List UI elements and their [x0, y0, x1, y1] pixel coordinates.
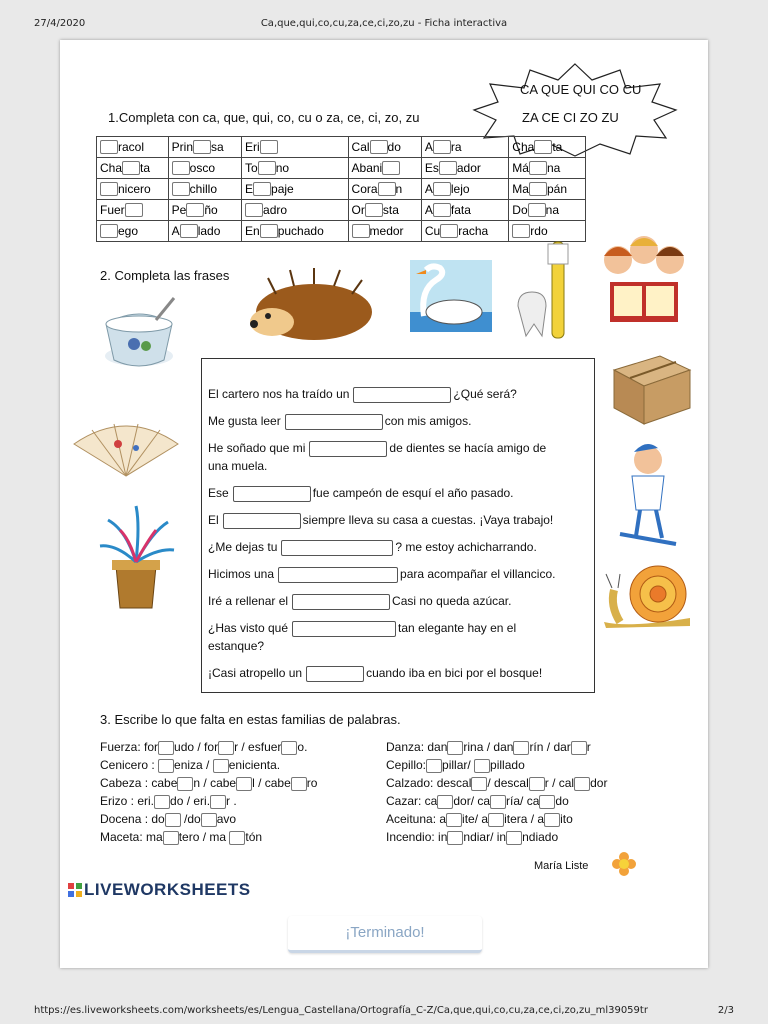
- fan-image: [70, 422, 182, 478]
- word-prefix: Cora: [351, 181, 378, 196]
- word-suffix: na: [545, 202, 559, 217]
- table-cell: [509, 200, 586, 221]
- sentence: [208, 414, 471, 430]
- word-part: ndiar/ in: [463, 830, 507, 844]
- flower-icon: [612, 852, 636, 876]
- table-row: [97, 179, 586, 200]
- table-cell: [509, 158, 586, 179]
- word-part: enicienta.: [228, 758, 281, 772]
- blank-input[interactable]: [474, 759, 490, 773]
- sentence-end: de dientes se hacía amigo de: [389, 441, 547, 456]
- blank-input[interactable]: [440, 224, 458, 238]
- table-cell: [509, 221, 586, 242]
- blank-input[interactable]: [370, 140, 388, 154]
- word-prefix: Abani: [351, 160, 383, 175]
- worksheet-page: [60, 40, 708, 968]
- blank-input[interactable]: [100, 182, 118, 196]
- word-part: itera / a: [504, 812, 545, 826]
- table-cell: [242, 158, 349, 179]
- word-part: dor/ ca: [453, 794, 491, 808]
- sentence: [208, 567, 555, 583]
- word-part: l / cabe: [252, 776, 291, 790]
- brand-logo: [68, 880, 251, 900]
- brand-logo-icon: [68, 883, 82, 897]
- word-family-line: [100, 758, 280, 773]
- word-part: Erizo : eri.: [100, 794, 155, 808]
- sentence-end: ? me estoy achicharrando.: [395, 540, 537, 555]
- blank-input[interactable]: [165, 813, 181, 827]
- blank-input[interactable]: [447, 741, 463, 755]
- package-image: [606, 348, 694, 428]
- word-prefix: A: [171, 223, 180, 238]
- table-cell: [168, 221, 241, 242]
- blank-input[interactable]: [172, 182, 190, 196]
- blank-input[interactable]: [100, 140, 118, 154]
- blank-input[interactable]: [122, 161, 140, 175]
- word-prefix: Ma: [512, 181, 529, 196]
- word-suffix: medor: [369, 223, 404, 238]
- blank-input[interactable]: [544, 813, 560, 827]
- word-prefix: En: [245, 223, 260, 238]
- word-part: n / cabe: [193, 776, 237, 790]
- word-prefix: Es: [424, 160, 439, 175]
- blank-input[interactable]: [260, 224, 278, 238]
- word-suffix: ta: [140, 160, 151, 175]
- blank-input[interactable]: [571, 741, 587, 755]
- sentence: [208, 666, 542, 682]
- sentence-start: ¿Has visto qué: [208, 621, 289, 636]
- word-part: ro: [306, 776, 318, 790]
- blank-input[interactable]: [253, 182, 271, 196]
- word-suffix: ego: [118, 223, 139, 238]
- sentence-end: tan elegante hay en el: [398, 621, 517, 636]
- sentence-start: Hicimos una: [208, 567, 275, 582]
- blank-input[interactable]: [490, 795, 506, 809]
- blank-input[interactable]: [488, 813, 504, 827]
- sentence-start: Iré a rellenar el: [208, 594, 289, 609]
- word-suffix: lejo: [450, 181, 470, 196]
- blank-input[interactable]: [236, 777, 252, 791]
- hedgehog-image: [246, 268, 376, 344]
- blank-input[interactable]: [180, 224, 198, 238]
- blank-input[interactable]: [446, 813, 462, 827]
- word-part: tero / ma: [178, 830, 230, 844]
- word-part: Aceituna: a: [386, 812, 447, 826]
- word-suffix: fata: [450, 202, 471, 217]
- word-suffix: ta: [552, 139, 563, 154]
- children-reading-image: [596, 226, 692, 336]
- blank-input[interactable]: [210, 795, 226, 809]
- section3-title: 3. Escribe lo que falta en estas familias de palabras.: [100, 712, 401, 727]
- star-text-2: ZA CE CI ZO ZU: [522, 110, 619, 125]
- table-cell: [168, 137, 241, 158]
- blank-input[interactable]: [163, 831, 179, 845]
- word-part: Danza: dan: [386, 740, 448, 754]
- sentence-end: Casi no queda azúcar.: [392, 594, 512, 609]
- word-part: r .: [226, 794, 237, 808]
- word-suffix: do: [387, 139, 401, 154]
- word-suffix: rdo: [530, 223, 548, 238]
- blank-input[interactable]: [529, 161, 547, 175]
- word-part: rina / dan: [463, 740, 514, 754]
- blank-input[interactable]: [574, 777, 590, 791]
- finish-button[interactable]: ¡Terminado!: [288, 916, 482, 953]
- word-prefix: A: [424, 202, 433, 217]
- blank-input[interactable]: [125, 203, 143, 217]
- blank-input[interactable]: [186, 203, 204, 217]
- sentence: [208, 621, 516, 653]
- answer-input[interactable]: [281, 540, 393, 556]
- word-suffix: nicero: [118, 181, 151, 196]
- table-cell: [242, 200, 349, 221]
- sentence-end: ¿Qué será?: [453, 387, 517, 402]
- word-part: Cepillo:: [386, 758, 427, 772]
- sentence-end: con mis amigos.: [384, 414, 472, 429]
- word-family-line: [100, 794, 237, 809]
- word-part: Cazar: ca: [386, 794, 438, 808]
- word-part: r / cal: [544, 776, 575, 790]
- print-title: Ca,que,qui,co,cu,za,ce,ci,zo,zu - Ficha interactiva: [260, 18, 508, 29]
- word-suffix: n: [395, 181, 403, 196]
- blank-input[interactable]: [158, 759, 174, 773]
- blank-input[interactable]: [172, 161, 190, 175]
- blank-input[interactable]: [512, 224, 530, 238]
- blank-input[interactable]: [158, 741, 174, 755]
- word-suffix: no: [275, 160, 290, 175]
- table-row: [97, 137, 586, 158]
- word-prefix: A: [424, 139, 433, 154]
- answer-input[interactable]: [223, 513, 301, 529]
- blank-input[interactable]: [433, 182, 451, 196]
- word-part: do / eri.: [170, 794, 211, 808]
- table-cell: [348, 200, 421, 221]
- answer-input[interactable]: [353, 387, 451, 403]
- word-part: / descal: [487, 776, 529, 790]
- table-cell: [348, 221, 421, 242]
- sentence: [208, 594, 511, 610]
- word-suffix: pán: [546, 181, 567, 196]
- table-cell: [97, 158, 169, 179]
- table-cell: [348, 158, 421, 179]
- word-suffix: chillo: [189, 181, 218, 196]
- sentence-start: El: [208, 513, 219, 528]
- word-family-line: [100, 740, 307, 755]
- sentence-start: El cartero nos ha traído un: [208, 387, 350, 402]
- answer-input[interactable]: [285, 414, 383, 430]
- table-row: [97, 221, 586, 242]
- word-part: Incendio: in: [386, 830, 448, 844]
- table-cell: [242, 221, 349, 242]
- swan-image: [410, 260, 492, 332]
- sentence-end: siempre lleva su casa a cuestas. ¡Vaya trabajo!: [302, 513, 554, 528]
- word-family-line: [100, 812, 236, 827]
- sentence-end: cuando iba en bici por el bosque!: [366, 666, 543, 681]
- word-prefix: E: [245, 181, 254, 196]
- table-cell: [168, 158, 241, 179]
- table-cell: [509, 137, 586, 158]
- word-prefix: Do: [512, 202, 528, 217]
- blank-input[interactable]: [229, 831, 245, 845]
- blank-input[interactable]: [534, 140, 552, 154]
- blank-input[interactable]: [529, 182, 547, 196]
- blank-input[interactable]: [513, 741, 529, 755]
- word-suffix: ra: [450, 139, 462, 154]
- blank-input[interactable]: [447, 831, 463, 845]
- word-part: ite/ a: [462, 812, 489, 826]
- word-prefix: Cha: [100, 160, 123, 175]
- blank-input[interactable]: [529, 777, 545, 791]
- word-part: r: [586, 740, 591, 754]
- word-family-line: [100, 776, 317, 791]
- sentence-end: fue campeón de esquí el año pasado.: [312, 486, 514, 501]
- word-part: Fuerza: for: [100, 740, 159, 754]
- word-suffix: sta: [382, 202, 399, 217]
- tooth-toothbrush-image: [512, 240, 582, 344]
- table-cell: [97, 137, 169, 158]
- table-cell: [421, 137, 508, 158]
- table-cell: [421, 221, 508, 242]
- word-prefix: Cu: [424, 223, 441, 238]
- word-prefix: Cal: [351, 139, 370, 154]
- word-prefix: Eri: [245, 139, 260, 154]
- answer-input[interactable]: [309, 441, 387, 457]
- table-cell: [97, 179, 169, 200]
- word-suffix: ador: [456, 160, 481, 175]
- sentences-frame: [201, 358, 595, 693]
- word-prefix: Fuer: [100, 202, 125, 217]
- blank-input[interactable]: [154, 795, 170, 809]
- word-part: pillado: [490, 758, 525, 772]
- table-cell: [421, 158, 508, 179]
- blank-input[interactable]: [378, 182, 396, 196]
- word-suffix: racol: [118, 139, 145, 154]
- print-page-number: 2/3: [717, 1005, 734, 1016]
- star-text-1: CA QUE QUI CO CU: [520, 82, 642, 97]
- sentence: [208, 441, 546, 473]
- word-part: udo / for: [174, 740, 219, 754]
- section1-title: 1.Completa con ca, que, qui, co, cu o za, ce, ci, zo, zu: [108, 110, 420, 125]
- syllable-table: [96, 136, 586, 242]
- sentence-continuation: estanque?: [208, 639, 265, 653]
- sentence-start: He soñado que mi: [208, 441, 306, 456]
- blank-input[interactable]: [218, 741, 234, 755]
- word-part: o.: [297, 740, 308, 754]
- sentence: [208, 387, 517, 403]
- table-cell: [421, 200, 508, 221]
- word-part: tón: [245, 830, 263, 844]
- table-cell: [421, 179, 508, 200]
- word-family-line: [386, 758, 525, 773]
- blank-input[interactable]: [260, 140, 278, 154]
- word-suffix: ño: [204, 202, 218, 217]
- word-suffix: puchado: [277, 223, 324, 238]
- blank-input[interactable]: [245, 203, 263, 217]
- word-part: rín / dar: [529, 740, 571, 754]
- word-family-line: [386, 794, 569, 809]
- sentence-start: Ese: [208, 486, 229, 501]
- blank-input[interactable]: [281, 741, 297, 755]
- flower-pot-image: [96, 500, 176, 612]
- word-part: Cenicero :: [100, 758, 159, 772]
- word-family-line: [386, 740, 591, 755]
- word-part: avo: [216, 812, 237, 826]
- blank-input[interactable]: [437, 795, 453, 809]
- word-suffix: lado: [197, 223, 221, 238]
- table-cell: [242, 179, 349, 200]
- answer-input[interactable]: [292, 594, 390, 610]
- blank-input[interactable]: [352, 224, 370, 238]
- blank-input[interactable]: [382, 161, 400, 175]
- table-row: [97, 200, 586, 221]
- table-cell: [242, 137, 349, 158]
- word-part: Calzado: descal: [386, 776, 472, 790]
- table-cell: [509, 179, 586, 200]
- word-part: /do: [180, 812, 201, 826]
- word-family-line: [386, 830, 558, 845]
- word-suffix: racha: [458, 223, 489, 238]
- sentence: [208, 513, 553, 529]
- table-row: [97, 158, 586, 179]
- sentence-end: para acompañar el villancico.: [400, 567, 556, 582]
- word-prefix: A: [424, 181, 433, 196]
- table-cell: [168, 179, 241, 200]
- table-cell: [97, 221, 169, 242]
- word-part: ito: [560, 812, 573, 826]
- sentence-start: ¡Casi atropello un: [208, 666, 303, 681]
- word-suffix: sa: [211, 139, 224, 154]
- sentence-start: ¿Me dejas tu: [208, 540, 278, 555]
- word-prefix: Cha: [512, 139, 535, 154]
- word-prefix: Or: [351, 202, 365, 217]
- print-date: 27/4/2020: [34, 18, 86, 29]
- word-part: Cabeza : cabe: [100, 776, 178, 790]
- word-part: pillar/: [442, 758, 475, 772]
- blank-input[interactable]: [193, 140, 211, 154]
- word-part: do: [555, 794, 569, 808]
- word-part: ndiado: [522, 830, 559, 844]
- blank-input[interactable]: [177, 777, 193, 791]
- sentence: [208, 540, 537, 556]
- word-part: eniza /: [174, 758, 213, 772]
- section2-title: 2. Completa las frases: [100, 268, 230, 283]
- sentence-continuation: una muela.: [208, 459, 268, 473]
- word-part: dor: [590, 776, 608, 790]
- word-part: r / esfuer: [234, 740, 282, 754]
- skier-image: [610, 438, 686, 548]
- table-cell: [348, 179, 421, 200]
- brand-text: LIVEWORKSHEETS: [84, 880, 251, 899]
- word-part: ría/ ca: [506, 794, 540, 808]
- table-cell: [348, 137, 421, 158]
- answer-input[interactable]: [233, 486, 311, 502]
- blank-input[interactable]: [539, 795, 555, 809]
- word-suffix: paje: [271, 181, 294, 196]
- blank-input[interactable]: [433, 203, 451, 217]
- blank-input[interactable]: [439, 161, 457, 175]
- sugar-bowl-image: [94, 294, 184, 374]
- blank-input[interactable]: [100, 224, 118, 238]
- snail-image: [600, 556, 698, 632]
- word-family-line: [100, 830, 262, 845]
- word-prefix: Pe: [171, 202, 187, 217]
- author-name: María Liste: [534, 860, 589, 872]
- table-cell: [168, 200, 241, 221]
- word-family-line: [386, 812, 573, 827]
- blank-input[interactable]: [201, 813, 217, 827]
- blank-input[interactable]: [433, 140, 451, 154]
- word-family-line: [386, 776, 607, 791]
- blank-input[interactable]: [506, 831, 522, 845]
- answer-input[interactable]: [278, 567, 398, 583]
- print-footer: [0, 984, 768, 1024]
- blank-input[interactable]: [365, 203, 383, 217]
- word-prefix: Prin: [171, 139, 194, 154]
- blank-input[interactable]: [471, 777, 487, 791]
- blank-input[interactable]: [258, 161, 276, 175]
- word-part: Docena : do: [100, 812, 165, 826]
- table-cell: [97, 200, 169, 221]
- print-header: [0, 0, 768, 40]
- word-suffix: na: [546, 160, 561, 175]
- word-prefix: Má: [512, 160, 529, 175]
- word-prefix: To: [245, 160, 258, 175]
- word-part: Maceta: ma: [100, 830, 163, 844]
- word-suffix: osco: [189, 160, 216, 175]
- sentence: [208, 486, 514, 502]
- print-url[interactable]: https://es.liveworksheets.com/worksheets/es/Lengua_Castellana/Ortografía_C-Z/Ca,que,qui,co,cu,za,ce,ci,zo,zu_ml39059tr: [34, 1005, 648, 1016]
- answer-input[interactable]: [292, 621, 396, 637]
- sentence-start: Me gusta leer: [208, 414, 281, 429]
- blank-input[interactable]: [426, 759, 442, 773]
- answer-input[interactable]: [306, 666, 364, 682]
- word-suffix: adro: [263, 202, 288, 217]
- blank-input[interactable]: [291, 777, 307, 791]
- blank-input[interactable]: [213, 759, 229, 773]
- blank-input[interactable]: [528, 203, 546, 217]
